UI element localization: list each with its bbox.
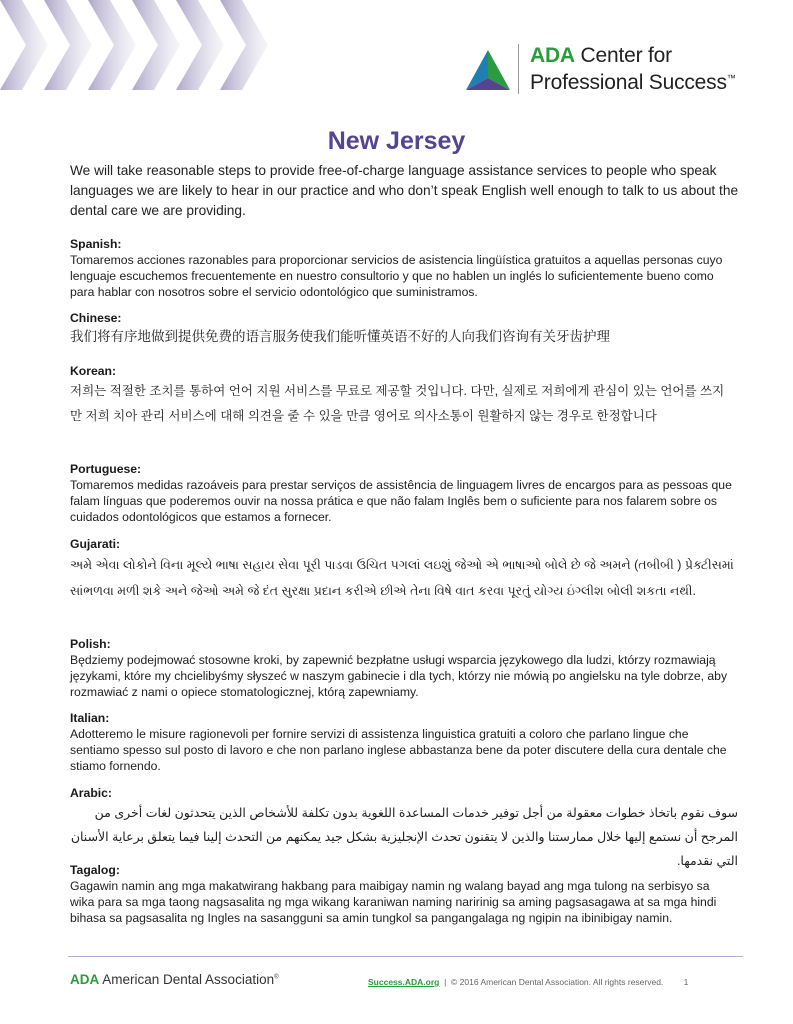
logo-trademark: ™ xyxy=(726,73,736,83)
logo-text xyxy=(530,44,736,94)
page-title: New Jersey xyxy=(327,127,466,155)
footer-separator: | xyxy=(444,977,447,987)
footer-info xyxy=(368,977,688,987)
triangle-logo-icon xyxy=(466,50,510,90)
intro-paragraph: We will take reasonable steps to provide free-of-charge language assistance services to people who speak languages we are likely to hear in our practice and who don’t speak English well enough to talk to us about the dental care we are providing. xyxy=(70,163,739,218)
section-text: Będziemy podejmować stosowne kroki, by zapewnić bezpłatne usługi wsparcia językowego dla ludzi, którzy rozmawiają językami, które my chcielibyśmy słyszeć w naszym gabinecie i dla tych, którzy nie mówią po angielsku na tyle dobrze, aby rozmawiać z nami o opiece stomatologicznej, którą zapewniamy. xyxy=(70,653,728,699)
footer-ada-logo xyxy=(70,972,279,987)
footer-registered-mark: ® xyxy=(274,974,279,981)
section-tagalog xyxy=(70,863,735,926)
page-number: 1 xyxy=(683,977,689,987)
footer-copyright: © 2016 American Dental Association. All rights reserved. xyxy=(451,977,664,987)
section-italian xyxy=(70,711,735,774)
section-label: Portuguese: xyxy=(70,462,142,476)
section-text: Adotteremo le misure ragionevoli per fornire servizi di assistenza linguistica gratuiti a coloro che parlano lingue che sentiamo spesso sul posto di lavoro e che non parlano inglese abbastanza bene da poter discutere della cura dentale che stiamo fornendo. xyxy=(70,727,727,773)
section-label: Korean: xyxy=(70,364,117,378)
footer-ada-mark: ADA xyxy=(70,972,100,987)
section-label: Spanish: xyxy=(70,237,122,251)
section-text: Tomaremos acciones razonables para proporcionar servicios de asistencia lingüística gratuitos a aquellas personas cuyo lenguaje escuchemos frecuentemente en nuestro consultorio y que no hablen un inglés lo suficientemente bueno como para hablar con nosotros sobre el servicio odontológico que suministramos. xyxy=(70,253,723,299)
section-gujarati xyxy=(70,537,735,604)
section-spanish xyxy=(70,237,735,300)
section-chinese xyxy=(70,311,735,348)
footer-site-link[interactable]: Success.ADA.org xyxy=(368,977,440,987)
logo-line1: Center for xyxy=(574,44,672,67)
logo-divider xyxy=(518,44,519,94)
logo-line2: Professional Success xyxy=(530,71,727,94)
section-label: Tagalog: xyxy=(70,863,120,877)
section-arabic xyxy=(70,786,738,873)
section-text: અમે એવા લોકોને વિના મૂલ્યે ભાષા સહાય સેવા પૂરી પાડવા ઉચિત પગલાં લઇશું જેઓ એ ભાષાઓ બોલે છે જે અમને (તબીબી ) પ્રેક્ટીસમાં સાંભળવા મળી શકે અને જેઓ અમે જે દંત સુરક્ષા પ્રદાન કરીએ છીએ તેના વિષે વાત કરવા પૂરતું યોગ્ય ઇંગ્લીશ બોલી શકતા નથી. xyxy=(70,558,734,598)
section-label: Italian: xyxy=(70,711,110,725)
section-polish xyxy=(70,637,735,700)
section-korean xyxy=(70,364,735,429)
footer-org-name: American Dental Association xyxy=(99,972,275,987)
section-label: Chinese: xyxy=(70,311,122,325)
footer-divider xyxy=(68,956,743,957)
chevron-banner-decoration xyxy=(0,0,290,90)
ada-cps-logo xyxy=(466,42,786,100)
section-text: Tomaremos medidas razoáveis para prestar serviços de assistência de linguagem livres de encargos para as pessoas que falam línguas que poderemos ouvir na nossa prática e que não falam Inglês bem o suficiente para nos falarem sobre os cuidados odontológicos que estamos a fornecer. xyxy=(70,478,732,524)
logo-ada: ADA xyxy=(530,44,575,67)
section-text: 저희는 적절한 조치를 통하여 언어 지원 서비스를 무료로 제공할 것입니다. 다만, 실제로 저희에게 관심이 있는 언어를 쓰지만 저희 치아 관리 서비스에 대해 의견을 줄 수 있을 만큼 영어로 의사소통이 원활하지 않는 경우로 한정합니다 xyxy=(70,384,725,423)
section-text: سوف نقوم باتخاذ خطوات معقولة من أجل توفير خدمات المساعدة اللغوية بدون تكلفة للأشخاص الذين يتحدثون لغات أخرى من المرجح أن نستمع إليها خلال ممارستنا والذين لا يتقنون تحدث الإنجليزية بشكل جيد يمكنهم من التحدث إلينا فيما يتعلق برعاية الأسنان التي نقدمها. xyxy=(70,806,738,868)
section-label: Arabic: xyxy=(70,786,112,800)
section-portuguese xyxy=(70,462,735,525)
section-label: Polish: xyxy=(70,637,111,651)
section-text: 我们将有序地做到提供免费的语言服务使我们能听懂英语不好的人向我们咨询有关牙齿护理 xyxy=(70,329,610,344)
section-label: Gujarati: xyxy=(70,537,121,551)
section-text: Gagawin namin ang mga makatwirang hakbang para maibigay namin ng walang bayad ang mga tulong na serbisyo sa wika para sa mga taong nagsasalita ng mga wikang karaniwan naming naririnig sa aming pagsasagawa at sa mga hindi bihasa sa pagsasalita ng Ingles na sasangguni sa amin tungkol sa pangangalaga ng ngipin na ibinibigay namin. xyxy=(70,879,717,925)
